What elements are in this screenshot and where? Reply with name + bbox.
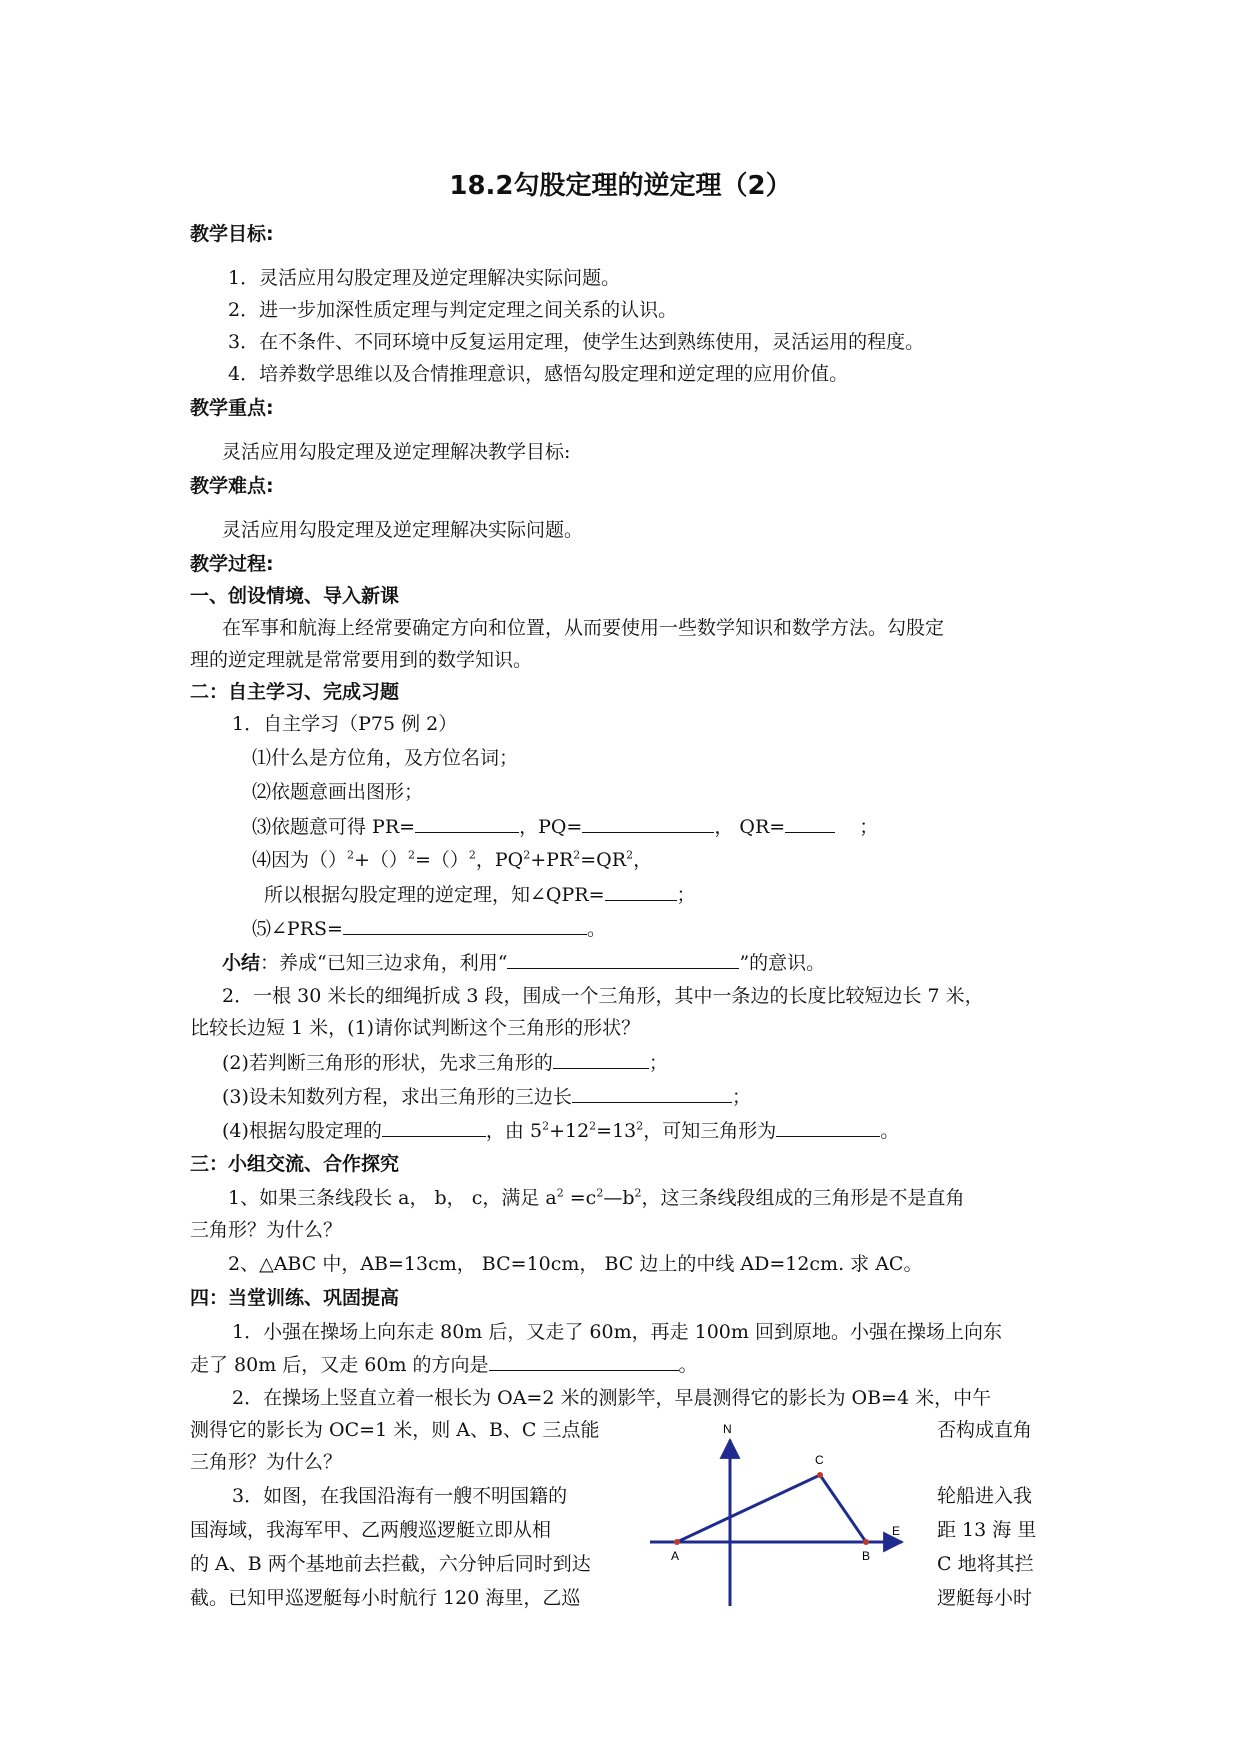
superscript: 2 bbox=[523, 848, 531, 862]
section-1-heading: 一、创设情境、导入新课 bbox=[190, 585, 400, 607]
problem-2-text: 比较长边短 1 米，(1)请你试判断这个三角形的形状？ bbox=[190, 1017, 641, 1039]
p2-q4-text: ，由 5 bbox=[485, 1120, 543, 1142]
q4-text: +PR bbox=[530, 849, 574, 871]
q4-conclusion-text: ； bbox=[676, 884, 696, 906]
question-3-text: ； bbox=[859, 816, 879, 838]
p2-q2-blank[interactable] bbox=[553, 1050, 649, 1069]
q4-text: +（） bbox=[354, 849, 408, 871]
section-3-problem-1-line2: 三角形？为什么？ bbox=[190, 1219, 343, 1241]
objective-item: 3．在不条件、不同环境中反复运用定理，使学生达到熟练使用，灵活运用的程度。 bbox=[228, 331, 925, 353]
problem-2-text: 2．一根 30 米长的细绳折成 3 段，围成一个三角形，其中一条边的长度比较短边长 7 米， bbox=[222, 985, 984, 1007]
p2-q4-text: +12 bbox=[549, 1120, 590, 1142]
s3-p1-text: 1、如果三条线段长 a， b， c，满足 a bbox=[228, 1187, 557, 1209]
problem-2-q4 bbox=[222, 1118, 899, 1143]
q4-text: =QR bbox=[580, 849, 627, 871]
objective-item: 2．进一步加深性质定理与判定定理之间关系的认识。 bbox=[228, 299, 678, 321]
process-heading: 教学过程: bbox=[190, 553, 274, 575]
section-1-text: 在军事和航海上经常要确定方向和位置，从而要使用一些数学知识和数学方法。勾股定 bbox=[222, 617, 945, 639]
label-c: C bbox=[815, 1453, 824, 1467]
label-b: B bbox=[862, 1549, 871, 1563]
objectives-heading: 教学目标: bbox=[190, 223, 274, 245]
s4-problem-1-line2 bbox=[190, 1352, 698, 1377]
s4-problem-3-right: C 地将其拦 bbox=[937, 1553, 1034, 1575]
q4-text: ，PQ bbox=[475, 849, 524, 871]
section-4-heading: 四：当堂训练、巩固提高 bbox=[190, 1287, 400, 1309]
q4-conclusion-text: 所以根据勾股定理的逆定理，知∠QPR= bbox=[264, 884, 605, 906]
question-3-text: ，PQ= bbox=[519, 816, 583, 838]
s4-problem-3: 国海域，我海军甲、乙两艘巡逻艇立即从相 bbox=[190, 1519, 552, 1541]
s3-p1-text: ，这三条线段组成的三角形是不是直角 bbox=[641, 1187, 965, 1209]
key-points-text: 灵活应用勾股定理及逆定理解决教学目标: bbox=[222, 441, 571, 463]
coordinate-figure bbox=[640, 1420, 930, 1610]
summary-text: ：养成“已知三边求角，利用“ bbox=[260, 952, 508, 974]
q4-text: ⑷因为（） bbox=[252, 849, 348, 871]
pr-blank[interactable] bbox=[415, 814, 519, 833]
difficulties-heading: 教学难点: bbox=[190, 475, 274, 497]
question-4 bbox=[252, 848, 652, 872]
s4-problem-2-line3: 三角形？为什么？ bbox=[190, 1451, 343, 1473]
p2-q2-text: (2)若判断三角形的形状，先求三角形的 bbox=[222, 1052, 553, 1074]
difficulties-text: 灵活应用勾股定理及逆定理解决实际问题。 bbox=[222, 519, 584, 541]
problem-2-q2 bbox=[222, 1050, 668, 1075]
label-a: A bbox=[671, 1549, 680, 1563]
superscript: 2 bbox=[407, 848, 415, 862]
q5-text: 。 bbox=[586, 918, 606, 940]
p2-q3-text: (3)设未知数列方程，求出三角形的三边长 bbox=[222, 1086, 572, 1108]
point-c bbox=[817, 1472, 823, 1478]
superscript: 2 bbox=[636, 1119, 644, 1133]
s4-problem-3: 的 A、B 两个基地前去拦截，六分钟后同时到达 bbox=[190, 1553, 591, 1575]
s4-problem-2-line2a: 测得它的影长为 OC=1 米，则 A、B、C 三点能 bbox=[190, 1419, 600, 1441]
q5-text: ⑸∠PRS= bbox=[252, 918, 343, 940]
summary-text: ”的意识。 bbox=[739, 952, 826, 974]
p2-q4-blank-1[interactable] bbox=[382, 1118, 486, 1137]
triangle-abc bbox=[677, 1475, 866, 1542]
superscript: 2 bbox=[542, 1119, 550, 1133]
question-4-conclusion bbox=[264, 882, 696, 907]
label-n: N bbox=[723, 1422, 732, 1436]
p2-q4-blank-2[interactable] bbox=[776, 1118, 880, 1137]
question-1: ⑴什么是方位角，及方位名词； bbox=[252, 747, 519, 769]
s4-problem-3-right: 距 13 海 里 bbox=[937, 1519, 1037, 1541]
question-3-text: ， QR= bbox=[714, 816, 786, 838]
p2-q3-blank[interactable] bbox=[572, 1084, 732, 1103]
superscript: 2 bbox=[626, 848, 634, 862]
summary-label: 小结 bbox=[222, 952, 261, 974]
s4-problem-3-right: 逻艇每小时 bbox=[937, 1587, 1033, 1609]
section-3-problem-1 bbox=[228, 1186, 965, 1210]
superscript: 2 bbox=[468, 848, 476, 862]
q4-text: ， bbox=[633, 849, 653, 871]
section-3-heading: 三：小组交流、合作探究 bbox=[190, 1153, 400, 1175]
superscript: 2 bbox=[634, 1186, 642, 1200]
s4-problem-3: 3．如图，在我国沿海有一艘不明国籍的 bbox=[232, 1485, 568, 1507]
objective-item: 4．培养数学思维以及合情推理意识，感悟勾股定理和逆定理的应用价值。 bbox=[228, 363, 849, 385]
superscript: 2 bbox=[347, 848, 355, 862]
s3-p1-text: =c bbox=[563, 1187, 597, 1209]
superscript: 2 bbox=[556, 1186, 564, 1200]
s4-p1-text: 走了 80m 后，又走 60m 的方向是 bbox=[190, 1354, 489, 1376]
s4-problem-3: 截。已知甲巡逻艇每小时航行 120 海里，乙巡 bbox=[190, 1587, 581, 1609]
point-b bbox=[863, 1539, 869, 1545]
p2-q4-text: ，可知三角形为 bbox=[643, 1120, 777, 1142]
pq-blank[interactable] bbox=[582, 814, 714, 833]
qr-blank[interactable] bbox=[785, 814, 835, 833]
question-3 bbox=[252, 814, 878, 839]
superscript: 2 bbox=[573, 848, 581, 862]
qpr-blank[interactable] bbox=[605, 882, 677, 901]
p2-q4-text: (4)根据勾股定理的 bbox=[222, 1120, 382, 1142]
section-2-heading: 二：自主学习、完成习题 bbox=[190, 681, 400, 703]
p2-q2-text: ； bbox=[648, 1052, 668, 1074]
prs-blank[interactable] bbox=[343, 916, 587, 935]
superscript: 2 bbox=[589, 1119, 597, 1133]
label-e: E bbox=[892, 1524, 901, 1538]
p2-q4-text: =13 bbox=[596, 1120, 637, 1142]
question-3-text: ⑶依题意可得 PR= bbox=[252, 816, 416, 838]
page-title: 18.2勾股定理的逆定理（2） bbox=[449, 171, 792, 201]
question-5 bbox=[252, 916, 606, 941]
problem-2-q3 bbox=[222, 1084, 751, 1109]
superscript: 2 bbox=[596, 1186, 604, 1200]
question-2: ⑵依题意画出图形； bbox=[252, 781, 424, 803]
s4-problem-3-right: 轮船进入我 bbox=[937, 1485, 1033, 1507]
section-3-problem-2: 2、△ABC 中，AB=13cm， BC=10cm， BC 边上的中线 AD=12cm. 求 AC。 bbox=[228, 1253, 923, 1275]
key-points-heading: 教学重点: bbox=[190, 397, 274, 419]
self-study-item: 1．自主学习（P75 例 2） bbox=[232, 713, 458, 735]
s4-problem-1: 1．小强在操场上向东走 80m 后，又走了 60m，再走 100m 回到原地。小强在操场上向东 bbox=[232, 1321, 1002, 1343]
s4-problem-2-line2b: 否构成直角 bbox=[937, 1419, 1033, 1441]
s3-p1-text: —b bbox=[603, 1187, 635, 1209]
p2-q3-text: ； bbox=[731, 1086, 751, 1108]
q4-text: =（） bbox=[414, 849, 469, 871]
point-a bbox=[674, 1539, 680, 1545]
p2-q4-text: 。 bbox=[880, 1120, 900, 1142]
s4-p1-text: 。 bbox=[678, 1354, 698, 1376]
summary bbox=[222, 950, 825, 975]
direction-blank[interactable] bbox=[489, 1352, 679, 1371]
s4-problem-2: 2．在操场上竖直立着一根长为 OA=2 米的测影竿，早晨测得它的影长为 OB=4 米，中午 bbox=[232, 1387, 992, 1409]
objective-item: 1．灵活应用勾股定理及逆定理解决实际问题。 bbox=[228, 267, 621, 289]
section-1-text: 理的逆定理就是常常要用到的数学知识。 bbox=[190, 649, 533, 671]
summary-blank[interactable] bbox=[507, 950, 739, 969]
